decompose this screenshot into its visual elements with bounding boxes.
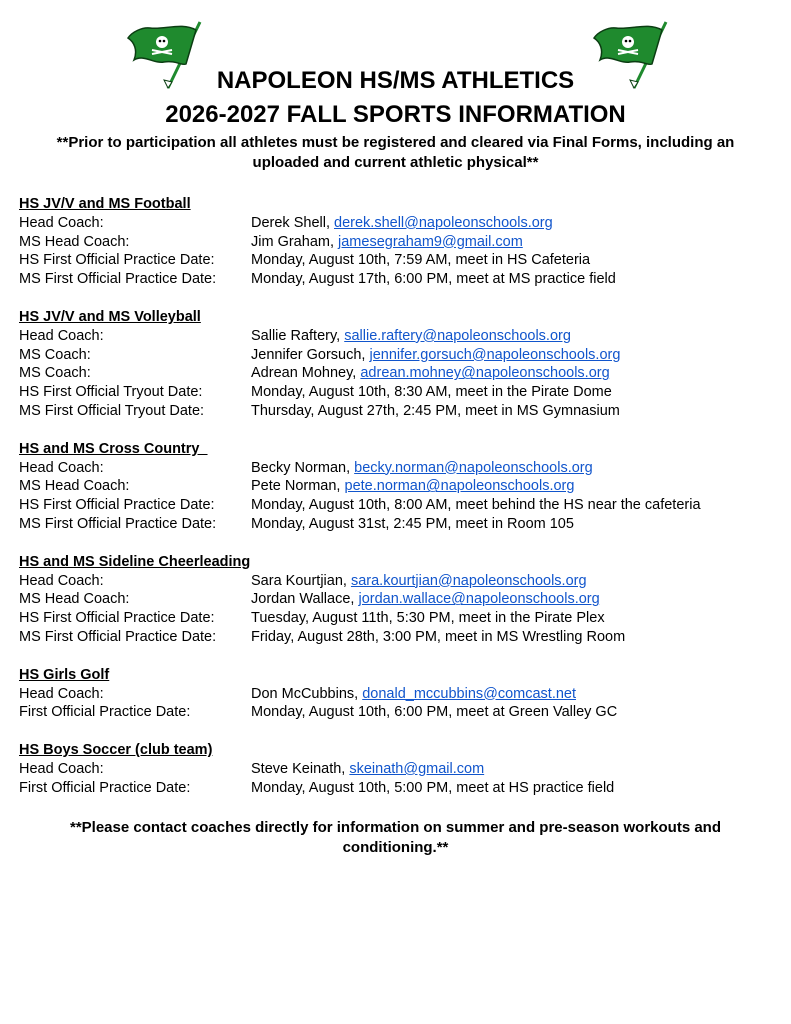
row-value-text: Jordan Wallace, [251,591,359,608]
row-value-text: Jennifer Gorsuch, [251,346,370,363]
row-label: Head Coach: [19,327,104,344]
info-row [19,572,779,591]
row-value-text: Jim Graham, [251,233,339,250]
coach-email-link[interactable]: adrean.mohney@napoleonschools.org [360,365,610,382]
row-label: HS First Official Practice Date: [19,497,215,514]
coach-email-link[interactable]: sallie.raftery@napoleonschools.org [344,327,571,344]
row-value [251,251,779,270]
section-heading: HS and MS Cross Country [19,440,208,457]
row-value [251,685,779,704]
row-value-text: Monday, August 10th, 6:00 PM, meet at Green Valley GC [251,704,618,721]
info-row [19,459,779,478]
info-row [19,628,779,647]
coach-email-link[interactable]: jordan.wallace@napoleonschools.org [358,591,600,608]
footer-note: **Please contact coaches directly for information on summer and pre-season workouts and conditioning.** [69,819,721,856]
info-row [19,760,779,779]
row-value [251,703,779,722]
row-label: Head Coach: [19,760,104,777]
row-value [251,383,779,402]
row-label: Head Coach: [19,459,104,476]
row-label: Head Coach: [19,214,104,231]
section-heading: HS Girls Golf [19,666,110,683]
info-row [19,609,779,628]
row-label: MS First Official Tryout Date: [19,402,205,419]
row-value-text: Tuesday, August 11th, 5:30 PM, meet in the Pirate Plex [251,610,605,627]
sport-section [19,553,779,647]
row-label: MS First Official Practice Date: [19,271,217,288]
row-label: Head Coach: [19,685,104,702]
info-row [19,779,779,798]
sport-section [19,195,779,289]
row-value [251,609,779,628]
sport-section [19,440,779,534]
sport-section [19,741,779,797]
row-value-text: Pete Norman, [251,478,345,495]
row-value [251,402,779,421]
sports-sections [19,195,779,817]
row-value-text: Steve Keinath, [251,760,350,777]
row-value [251,590,779,609]
sport-section [19,666,779,722]
page-title: NAPOLEON HS/MS ATHLETICS [216,67,575,94]
row-value [251,214,779,233]
coach-email-link[interactable]: derek.shell@napoleonschools.org [334,214,553,231]
page-subtitle: 2026-2027 FALL SPORTS INFORMATION [165,101,626,128]
info-row [19,214,779,233]
row-value [251,364,779,383]
section-heading: HS JV/V and MS Volleyball [19,308,201,325]
row-value-text: Derek Shell, [251,214,335,231]
row-label: HS First Official Practice Date: [19,610,215,627]
info-row [19,346,779,365]
info-row [19,251,779,270]
row-value [251,233,779,252]
row-value [251,572,779,591]
info-row [19,685,779,704]
row-label: HS First Official Practice Date: [19,252,215,269]
section-heading: HS and MS Sideline Cheerleading [19,553,251,570]
coach-email-link[interactable]: skeinath@gmail.com [349,760,485,777]
row-label: MS First Official Practice Date: [19,628,217,645]
row-value-text: Monday, August 31st, 2:45 PM, meet in Room 105 [251,515,574,532]
info-row [19,233,779,252]
row-value-text: Monday, August 10th, 7:59 AM, meet in HS Cafeteria [251,252,591,269]
row-label: MS First Official Practice Date: [19,515,217,532]
row-value [251,477,779,496]
info-row [19,327,779,346]
coach-email-link[interactable]: jennifer.gorsuch@napoleonschools.org [369,346,621,363]
section-heading: HS JV/V and MS Football [19,196,191,212]
row-value-text: Sallie Raftery, [251,327,345,344]
row-value [251,459,779,478]
info-row [19,590,779,609]
row-value-text: Thursday, August 27th, 2:45 PM, meet in MS Gymnasium [251,402,620,419]
row-label: MS Head Coach: [19,591,130,608]
row-value [251,496,779,515]
row-label: MS Head Coach: [19,478,130,495]
info-row [19,270,779,289]
coach-email-link[interactable]: pete.norman@napoleonschools.org [344,478,575,495]
row-label: Head Coach: [19,572,104,589]
info-row [19,477,779,496]
info-row [19,364,779,383]
row-label: HS First Official Tryout Date: [19,384,203,401]
info-row [19,703,779,722]
row-label: MS Head Coach: [19,233,130,250]
info-row [19,515,779,534]
row-value-text: Don McCubbins, [251,685,363,702]
coach-email-link[interactable]: sara.kourtjian@napoleonschools.org [350,572,587,589]
row-label: First Official Practice Date: [19,779,191,796]
sport-section [19,308,779,421]
row-value-text: Sara Kourtjian, [251,572,351,589]
coach-email-link[interactable]: donald_mccubbins@comcast.net [362,685,577,702]
row-value-text: Friday, August 28th, 3:00 PM, meet in MS Wrestling Room [251,628,626,645]
row-label: MS Coach: [19,346,91,363]
row-value [251,346,779,365]
info-row [19,402,779,421]
info-row [19,383,779,402]
row-label: MS Coach: [19,365,91,382]
row-value [251,760,779,779]
section-heading: HS Boys Soccer (club team) [19,742,213,759]
coach-email-link[interactable]: becky.norman@napoleonschools.org [354,459,593,476]
row-value-text: Monday, August 10th, 8:30 AM, meet in the Pirate Dome [251,384,612,401]
row-value-text: Monday, August 10th, 8:00 AM, meet behind the HS near the cafeteria [251,497,701,514]
row-value-text: Monday, August 17th, 6:00 PM, meet at MS practice field [251,271,616,288]
row-value-text: Becky Norman, [251,459,355,476]
row-value [251,515,779,534]
row-value [251,270,779,289]
row-value-text: Adrean Mohney, [251,365,361,382]
row-value [251,628,779,647]
row-value [251,779,779,798]
row-value-text: Monday, August 10th, 5:00 PM, meet at HS practice field [251,779,615,796]
info-row [19,496,779,515]
coach-email-link[interactable]: jamesegraham9@gmail.com [338,233,523,250]
row-label: First Official Practice Date: [19,704,191,721]
row-value [251,327,779,346]
registration-notice: **Prior to participation all athletes must be registered and cleared via Final Forms, including an uploaded and current athletic physical** [56,134,735,171]
